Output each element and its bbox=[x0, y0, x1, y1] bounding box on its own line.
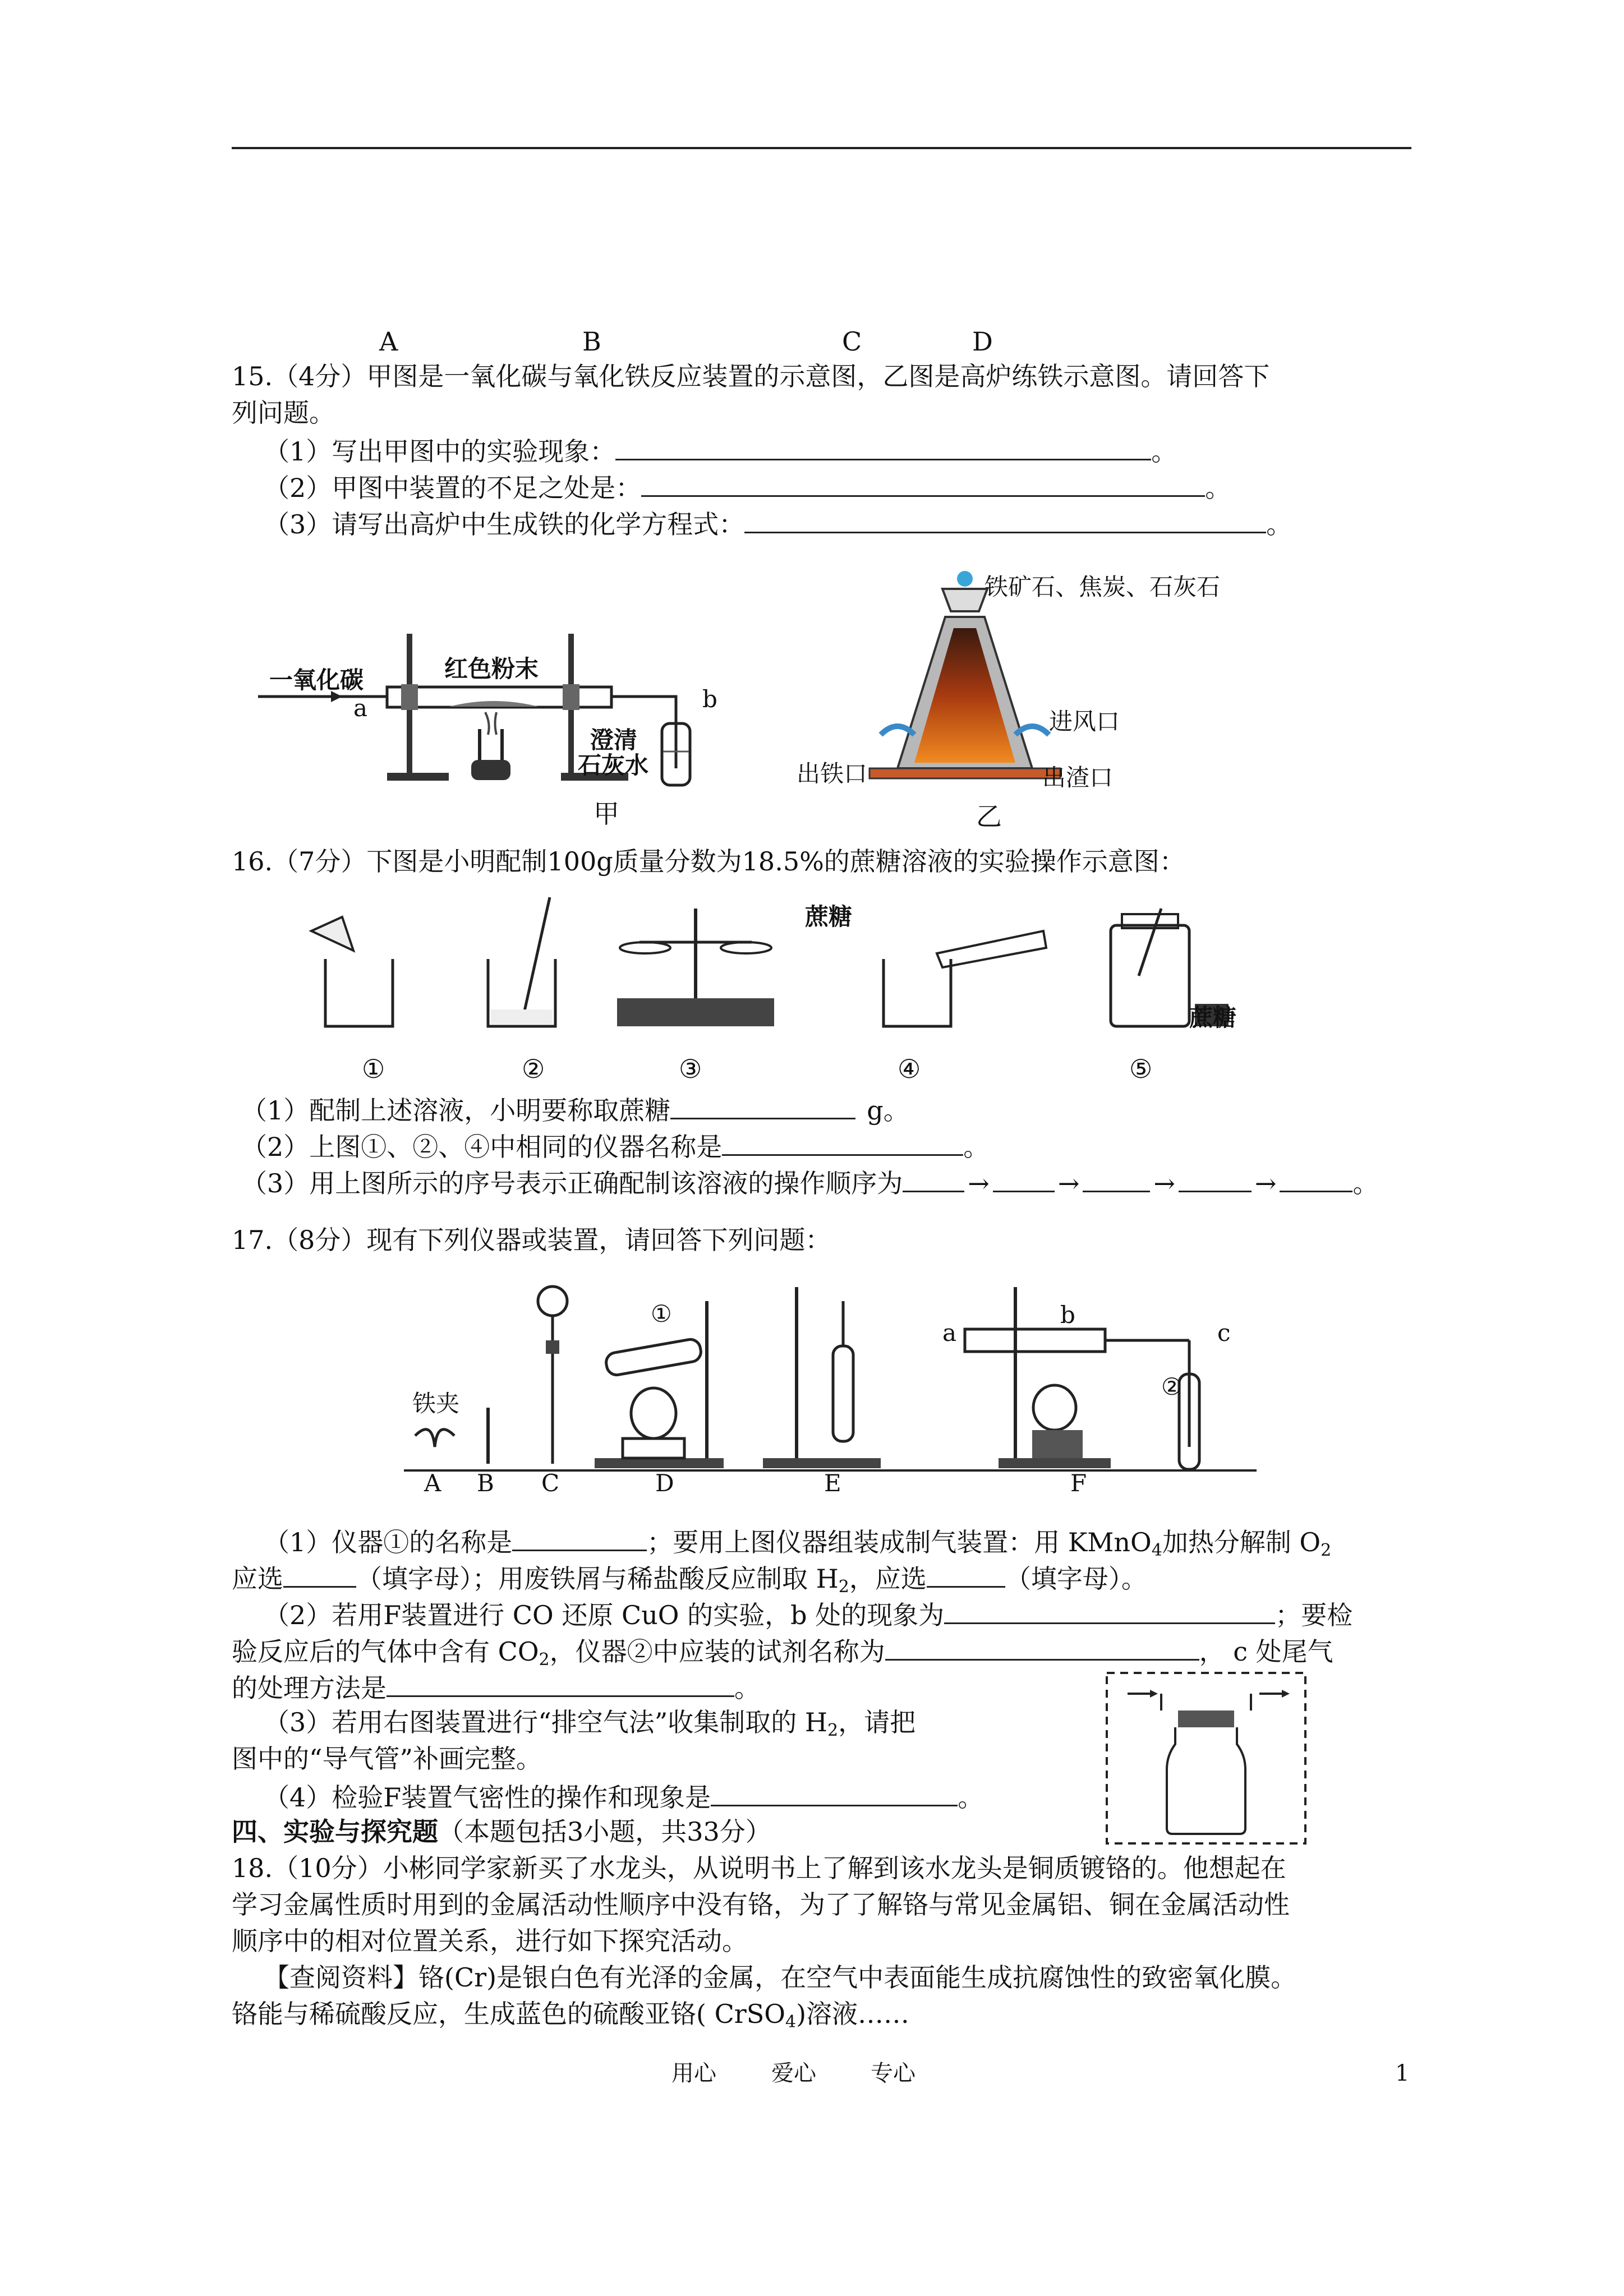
q17-s1-text-f: ，应选 bbox=[849, 1564, 927, 1594]
q16-seq-blank-4[interactable] bbox=[1179, 1164, 1252, 1192]
q16-sub2 bbox=[241, 1127, 989, 1164]
iron-clamp-label: 铁夹 bbox=[412, 1390, 460, 1417]
q15-stem-line1: 15.（4分）甲图是一氧化碳与氧化铁反应装置的示意图，乙图是高炉练铁示意图。请回答下 bbox=[232, 361, 1270, 391]
point-b-label: b bbox=[702, 685, 717, 713]
footer-right: 专心 bbox=[871, 2060, 915, 2086]
q18-line5-sub: 4 bbox=[785, 2012, 797, 2032]
apparatus-a-label: A bbox=[424, 1469, 441, 1497]
q16-blank1[interactable] bbox=[670, 1091, 855, 1119]
solution-preparation-figure bbox=[303, 897, 1273, 1032]
q18-line2: 学习金属性质时用到的金属活动性顺序中没有铬，为了了解铬与常见金属铝、铜在金属活动性 bbox=[232, 1889, 1290, 1920]
q15-sub3-text: （3）请写出高炉中生成铁的化学方程式： bbox=[264, 509, 745, 540]
option-letter-d: D bbox=[972, 326, 993, 357]
slag-outlet-label: 出渣口 bbox=[1042, 764, 1114, 791]
q17-s1-text-d: 应选 bbox=[232, 1564, 283, 1594]
q17-s2-text-b: ；要检 bbox=[1275, 1600, 1353, 1630]
q16-stem: 16.（7分）下图是小明配制100g质量分数为18.5%的蔗糖溶液的实验操作示意图： bbox=[232, 846, 1185, 877]
section4-title: 四、实验与探究题 bbox=[232, 1816, 438, 1847]
point-a-label: a bbox=[353, 694, 368, 722]
q16-sub2-end: 。 bbox=[963, 1132, 990, 1162]
q17-blank-tail-gas[interactable] bbox=[387, 1668, 734, 1697]
q15-blank2[interactable] bbox=[641, 468, 1205, 497]
q17-s1-text-a: （1）仪器①的名称是 bbox=[264, 1527, 513, 1557]
footer-mid: 爱心 bbox=[771, 2060, 816, 2086]
f-point-b: b bbox=[1060, 1301, 1075, 1329]
q17-s1-text-e: （填字母）；用废铁屑与稀盐酸反应制取 H bbox=[356, 1564, 839, 1594]
q17-s1-sub2b: 2 bbox=[838, 1577, 849, 1597]
q18-line4: 【查阅资料】铬(Cr)是银白色有光泽的金属，在空气中表面能生成抗腐蚀性的致密氧化膜。 bbox=[264, 1962, 1297, 1993]
figure-yi-caption: 乙 bbox=[976, 801, 1002, 832]
q17-s2-line1 bbox=[264, 1596, 1352, 1633]
q17-s2-text-a: （2）若用F装置进行 CO 还原 CuO 的实验，b 处的现象为 bbox=[264, 1600, 945, 1630]
q17-s2-text-f: 的处理方法是 bbox=[232, 1673, 387, 1703]
q15-stem-line2: 列问题。 bbox=[232, 398, 335, 428]
section4-heading bbox=[232, 1814, 771, 1849]
q16-sub3 bbox=[241, 1164, 1378, 1201]
q16-arrow-1: → bbox=[968, 1168, 990, 1198]
q17-s2-text-d: ，仪器②中应装的试剂名称为 bbox=[549, 1636, 885, 1667]
q15-sub2 bbox=[264, 468, 1231, 505]
q17-blank-h2[interactable] bbox=[927, 1559, 1005, 1588]
q17-s4 bbox=[264, 1778, 983, 1815]
q17-blank-reagent[interactable] bbox=[885, 1632, 1199, 1661]
option-letter-a: A bbox=[379, 326, 398, 357]
page-number: 1 bbox=[1395, 2060, 1410, 2086]
q18-line3: 顺序中的相对位置关系，进行如下探究活动。 bbox=[232, 1926, 748, 1956]
q15-sub3 bbox=[264, 505, 1292, 542]
q17-s1-text-g: （填字母）。 bbox=[1005, 1564, 1147, 1594]
instrument-1-marker: ① bbox=[651, 1300, 672, 1327]
q15-blank3[interactable] bbox=[744, 505, 1266, 533]
q17-s4-text-b: 。 bbox=[958, 1782, 984, 1813]
q17-blank-kmno4[interactable] bbox=[283, 1559, 356, 1588]
q18-line1: 18.（10分）小彬同学家新买了水龙头，从说明书上了解到该水龙头是铜质镀铬的。他想起在 bbox=[232, 1853, 1286, 1883]
sugar-label-2: 蔗糖 bbox=[1189, 1004, 1237, 1031]
q17-s3-text-b: ，请把 bbox=[838, 1707, 916, 1737]
q18-line5-text-a: 铬能与稀硫酸反应，生成蓝色的硫酸亚铬( CrSO bbox=[232, 1999, 785, 2029]
q16-seq-blank-3[interactable] bbox=[1083, 1164, 1150, 1192]
q17-s4-text-a: （4）检验F装置气密性的操作和现象是 bbox=[264, 1782, 711, 1813]
gas-apparatus-figure bbox=[404, 1279, 1257, 1481]
step-num-2: ② bbox=[522, 1054, 545, 1084]
q16-blank2[interactable] bbox=[722, 1127, 963, 1156]
q18-line5 bbox=[232, 1997, 909, 2040]
furnace-charge-label: 铁矿石、焦炭、石灰石 bbox=[984, 573, 1221, 601]
q17-blank-instrument[interactable] bbox=[512, 1523, 647, 1551]
sugar-label: 蔗糖 bbox=[805, 903, 853, 930]
q17-s2-line3 bbox=[232, 1668, 760, 1705]
q17-s2-text-e: ， c 处尾气 bbox=[1199, 1636, 1333, 1667]
q17-s3-sub2: 2 bbox=[827, 1721, 839, 1740]
apparatus-e-label: E bbox=[824, 1469, 841, 1497]
q15-sub1 bbox=[264, 432, 1177, 469]
q16-sub1-unit: g。 bbox=[867, 1095, 909, 1126]
f-point-c: c bbox=[1217, 1319, 1231, 1347]
q17-s3-text-a: （3）若用右图装置进行“排空气法”收集制取的 H bbox=[264, 1707, 828, 1737]
q16-sub2-text: （2）上图①、②、④中相同的仪器名称是 bbox=[241, 1132, 723, 1162]
q16-arrow-4: → bbox=[1254, 1168, 1277, 1198]
air-inlet-label: 进风口 bbox=[1049, 708, 1120, 735]
option-letter-c: C bbox=[842, 326, 862, 357]
q17-s1-sub2: 2 bbox=[1321, 1541, 1332, 1560]
q16-seq-blank-5[interactable] bbox=[1280, 1164, 1352, 1192]
q15-sub2-text: （2）甲图中装置的不足之处是： bbox=[264, 473, 642, 503]
q16-arrow-3: → bbox=[1153, 1168, 1175, 1198]
instrument-2-marker: ② bbox=[1161, 1373, 1183, 1400]
q16-sub3-text: （3）用上图所示的序号表示正确配制该溶液的操作顺序为 bbox=[241, 1168, 903, 1198]
q16-arrow-2: → bbox=[1057, 1168, 1080, 1198]
step-num-4: ④ bbox=[898, 1054, 921, 1084]
footer-left: 用心 bbox=[671, 2060, 716, 2086]
step-num-5: ⑤ bbox=[1129, 1054, 1153, 1084]
red-powder-label: 红色粉末 bbox=[444, 655, 539, 683]
gas-collection-bottle-figure bbox=[1105, 1671, 1307, 1845]
step-num-3: ③ bbox=[679, 1054, 702, 1084]
q15-sub3-end: 。 bbox=[1266, 509, 1292, 540]
q17-s1-text-b: ；要用上图仪器组装成制气装置：用 KMnO bbox=[647, 1527, 1152, 1557]
q17-s2-text-g: 。 bbox=[734, 1673, 760, 1703]
q17-s1-sub4: 4 bbox=[1151, 1541, 1162, 1560]
q17-stem: 17.（8分）现有下列仪器或装置，请回答下列问题： bbox=[232, 1225, 831, 1255]
q17-s2-text-c: 验反应后的气体中含有 CO bbox=[232, 1636, 539, 1667]
section4-note: （本题包括3小题，共33分） bbox=[438, 1816, 771, 1847]
header-rule bbox=[232, 147, 1411, 149]
co-inlet-label: 一氧化碳 bbox=[269, 666, 364, 694]
q16-seq-blank-2[interactable] bbox=[993, 1164, 1055, 1192]
apparatus-d-label: D bbox=[655, 1469, 674, 1497]
option-letter-b: B bbox=[582, 326, 601, 357]
limewater-label-1: 澄清 bbox=[590, 726, 638, 754]
q16-sub1-text: （1）配制上述溶液，小明要称取蔗糖 bbox=[241, 1095, 671, 1126]
apparatus-f-label: F bbox=[1070, 1469, 1087, 1497]
apparatus-b-label: B bbox=[477, 1469, 494, 1497]
q18-line5-text-b: )溶液…… bbox=[796, 1999, 910, 2029]
q16-sub3-end: 。 bbox=[1352, 1168, 1379, 1198]
limewater-label-2: 石灰水 bbox=[578, 751, 649, 779]
q15-sub1-text: （1）写出甲图中的实验现象： bbox=[264, 436, 616, 467]
f-point-a: a bbox=[942, 1319, 957, 1347]
q15-sub2-end: 。 bbox=[1205, 473, 1231, 503]
q16-seq-blank-1[interactable] bbox=[903, 1164, 964, 1192]
q15-sub1-end: 。 bbox=[1151, 436, 1177, 467]
q17-s3-line2: 图中的“导气管”补画完整。 bbox=[232, 1744, 542, 1774]
q17-s2-sub2: 2 bbox=[539, 1650, 550, 1670]
q17-s1-text-c: 加热分解制 O bbox=[1162, 1527, 1321, 1557]
q15-blank1[interactable] bbox=[615, 432, 1151, 460]
q17-blank-airtight[interactable] bbox=[711, 1778, 958, 1806]
iron-outlet-label: 出铁口 bbox=[797, 760, 868, 787]
step-num-1: ① bbox=[362, 1054, 385, 1084]
q17-blank-b-phenomenon[interactable] bbox=[944, 1596, 1275, 1624]
figure-jia-caption: 甲 bbox=[594, 799, 619, 829]
apparatus-c-label: C bbox=[541, 1469, 560, 1497]
co-reduction-apparatus-figure bbox=[258, 628, 729, 796]
q16-sub1 bbox=[241, 1091, 909, 1128]
